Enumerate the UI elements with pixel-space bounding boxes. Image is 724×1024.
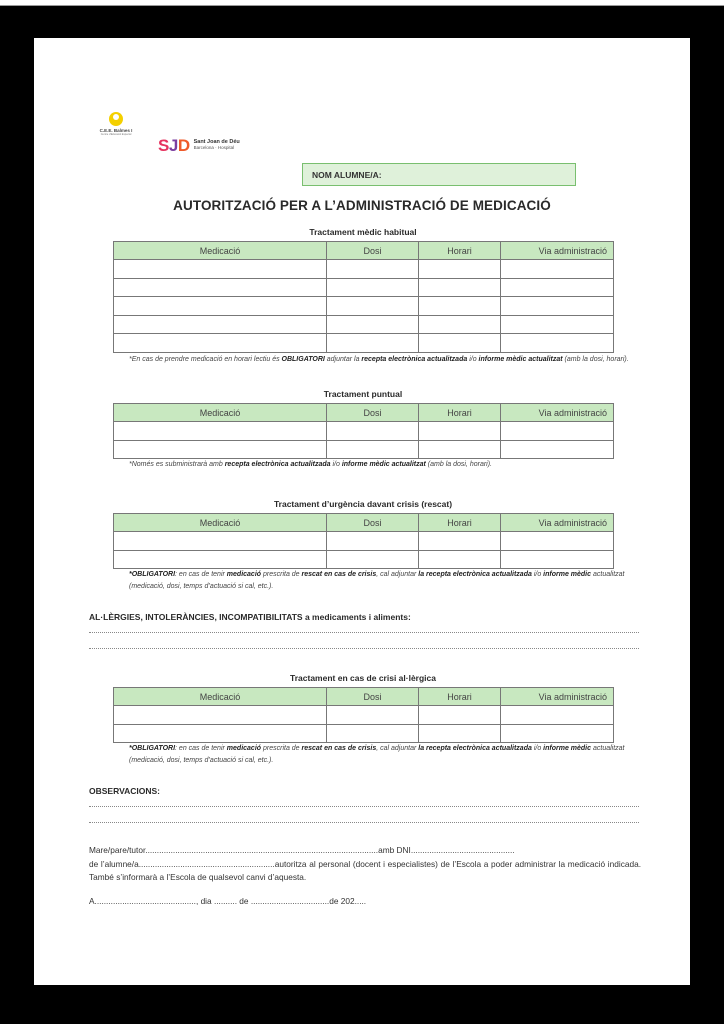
- table-cell[interactable]: [114, 532, 327, 551]
- sun-icon: [109, 112, 123, 126]
- column-header: Horari: [419, 242, 501, 260]
- column-header: Medicació: [114, 514, 327, 532]
- column-header: Via administració: [501, 404, 614, 422]
- cee-subtitle: Centre d'Educació Especial: [100, 133, 132, 136]
- table-row: [114, 260, 614, 279]
- table-cell[interactable]: [419, 422, 501, 441]
- section-title-habitual: Tractament mèdic habitual: [309, 227, 417, 237]
- table-cell[interactable]: [327, 440, 419, 459]
- allergies-line-2[interactable]: [89, 648, 639, 649]
- table-row: [114, 297, 614, 316]
- sjd-logo: [158, 137, 240, 154]
- top-edge: [0, 0, 724, 6]
- table-cell[interactable]: [327, 260, 419, 279]
- column-header: Dosi: [327, 688, 419, 706]
- allergies-line-1[interactable]: [89, 632, 639, 633]
- document-page: [34, 38, 690, 985]
- table-cell[interactable]: [327, 706, 419, 725]
- medication-table-allergic-crisis: [113, 687, 614, 743]
- observations-line-2[interactable]: [89, 822, 639, 823]
- signature-place-date-line[interactable]: A............................................, dia .......... de ..................................de 202.....: [89, 896, 367, 906]
- medication-table-habitual: [113, 241, 614, 353]
- observations-heading: OBSERVACIONS:: [89, 786, 161, 796]
- student-name-label: NOM ALUMNE/A:: [312, 169, 382, 180]
- authorization-text: de l’alumne/a...........................................................autoritza al personal (docent i especialistes) de l’Escola a poder administrar la medicació indicada. També s’informarà a l’Escola de qualsevol canvi d’aquesta.: [89, 858, 641, 882]
- note-puntual: *Només es subministrarà amb recepta electrònica actualitzada i/o informe mèdic actualitzat (amb la dosi, horari).: [129, 461, 492, 468]
- table-cell[interactable]: [419, 706, 501, 725]
- table-header-row: [114, 404, 614, 422]
- column-header: Via administració: [501, 242, 614, 260]
- column-header: Via administració: [501, 688, 614, 706]
- table-cell[interactable]: [419, 297, 501, 316]
- medication-table-puntual: [113, 403, 614, 459]
- table-row: [114, 550, 614, 569]
- column-header: Horari: [419, 514, 501, 532]
- table-cell[interactable]: [327, 550, 419, 569]
- table-cell[interactable]: [327, 315, 419, 334]
- table-cell[interactable]: [327, 422, 419, 441]
- column-header: Via administració: [501, 514, 614, 532]
- table-cell[interactable]: [501, 422, 614, 441]
- observations-line-1[interactable]: [89, 806, 639, 807]
- table-cell[interactable]: [501, 532, 614, 551]
- sjd-mark: SJD: [158, 136, 190, 155]
- table-cell[interactable]: [501, 440, 614, 459]
- table-cell[interactable]: [114, 297, 327, 316]
- table-cell[interactable]: [114, 260, 327, 279]
- table-cell[interactable]: [419, 315, 501, 334]
- cee-name: C.E.E. Balmes I: [99, 128, 133, 133]
- table-cell[interactable]: [501, 550, 614, 569]
- table-cell[interactable]: [501, 297, 614, 316]
- page-title: AUTORITZACIÓ PER A L’ADMINISTRACIÓ DE MEDICACIÓ: [173, 198, 551, 213]
- table-cell[interactable]: [419, 724, 501, 743]
- table-cell[interactable]: [419, 278, 501, 297]
- sjd-location: Barcelona · Hospital: [193, 145, 235, 151]
- table-cell[interactable]: [327, 532, 419, 551]
- section-title-rescat: Tractament d’urgència davant crisis (rescat): [273, 499, 453, 509]
- table-cell[interactable]: [114, 278, 327, 297]
- table-header-row: [114, 514, 614, 532]
- column-header: Horari: [419, 688, 501, 706]
- table-row: [114, 440, 614, 459]
- table-row: [114, 315, 614, 334]
- section-title-puntual: Tractament puntual: [323, 389, 403, 399]
- table-cell[interactable]: [114, 422, 327, 441]
- guardian-line[interactable]: Mare/pare/tutor.....................................................................................................amb DNI.............................................: [89, 845, 515, 855]
- table-row: [114, 724, 614, 743]
- table-row: [114, 278, 614, 297]
- student-name-field[interactable]: [302, 163, 576, 186]
- note-allergic-crisis: *OBLIGATORI: en cas de tenir medicació prescrita de rescat en cas de crisis, cal adjuntar la recepta electrònica actualitzada i/o informe mèdic actualitzat (medicació, dosi, temps d’actuació si cal, etc.).: [129, 745, 625, 764]
- table-header-row: [114, 242, 614, 260]
- table-header-row: [114, 688, 614, 706]
- table-cell[interactable]: [419, 260, 501, 279]
- table-cell[interactable]: [327, 297, 419, 316]
- table-row: [114, 706, 614, 725]
- table-cell[interactable]: [114, 550, 327, 569]
- table-cell[interactable]: [501, 334, 614, 353]
- medication-table-rescat: [113, 513, 614, 569]
- table-cell[interactable]: [501, 278, 614, 297]
- table-cell[interactable]: [327, 334, 419, 353]
- table-cell[interactable]: [501, 724, 614, 743]
- column-header: Dosi: [327, 404, 419, 422]
- column-header: Dosi: [327, 514, 419, 532]
- table-row: [114, 422, 614, 441]
- column-header: Dosi: [327, 242, 419, 260]
- column-header: Horari: [419, 404, 501, 422]
- table-cell[interactable]: [419, 532, 501, 551]
- note-rescat: *OBLIGATORI: en cas de tenir medicació prescrita de rescat en cas de crisis, cal adjuntar la recepta electrònica actualitzada i/o informe mèdic actualitzat (medicació, dosi, temps d’actuació si cal, etc.).: [129, 571, 625, 590]
- column-header: Medicació: [114, 404, 327, 422]
- table-cell[interactable]: [114, 334, 327, 353]
- sjd-name: Sant Joan de Déu: [193, 139, 240, 146]
- table-cell[interactable]: [114, 724, 327, 743]
- table-cell[interactable]: [114, 706, 327, 725]
- table-cell[interactable]: [114, 315, 327, 334]
- table-cell[interactable]: [419, 550, 501, 569]
- column-header: Medicació: [114, 688, 327, 706]
- table-cell[interactable]: [501, 315, 614, 334]
- cee-balmes-logo: [86, 112, 146, 136]
- note-habitual: *En cas de prendre medicació en horari lectiu és OBLIGATORI adjuntar la recepta electrònica actualitzada i/o informe mèdic actualitzat (amb la dosi, horari).: [129, 356, 629, 363]
- table-row: [114, 532, 614, 551]
- table-cell[interactable]: [114, 440, 327, 459]
- column-header: Medicació: [114, 242, 327, 260]
- section-title-allergic-crisis: Tractament en cas de crisi al·lèrgica: [290, 673, 436, 683]
- allergies-heading: AL·LÈRGIES, INTOLERÀNCIES, INCOMPATIBILITATS a medicaments i aliments:: [89, 612, 411, 622]
- table-cell[interactable]: [501, 260, 614, 279]
- table-row: [114, 334, 614, 353]
- authorization-paragraph: [89, 844, 641, 885]
- table-cell[interactable]: [501, 706, 614, 725]
- table-cell[interactable]: [419, 440, 501, 459]
- table-cell[interactable]: [419, 334, 501, 353]
- table-cell[interactable]: [327, 724, 419, 743]
- table-cell[interactable]: [327, 278, 419, 297]
